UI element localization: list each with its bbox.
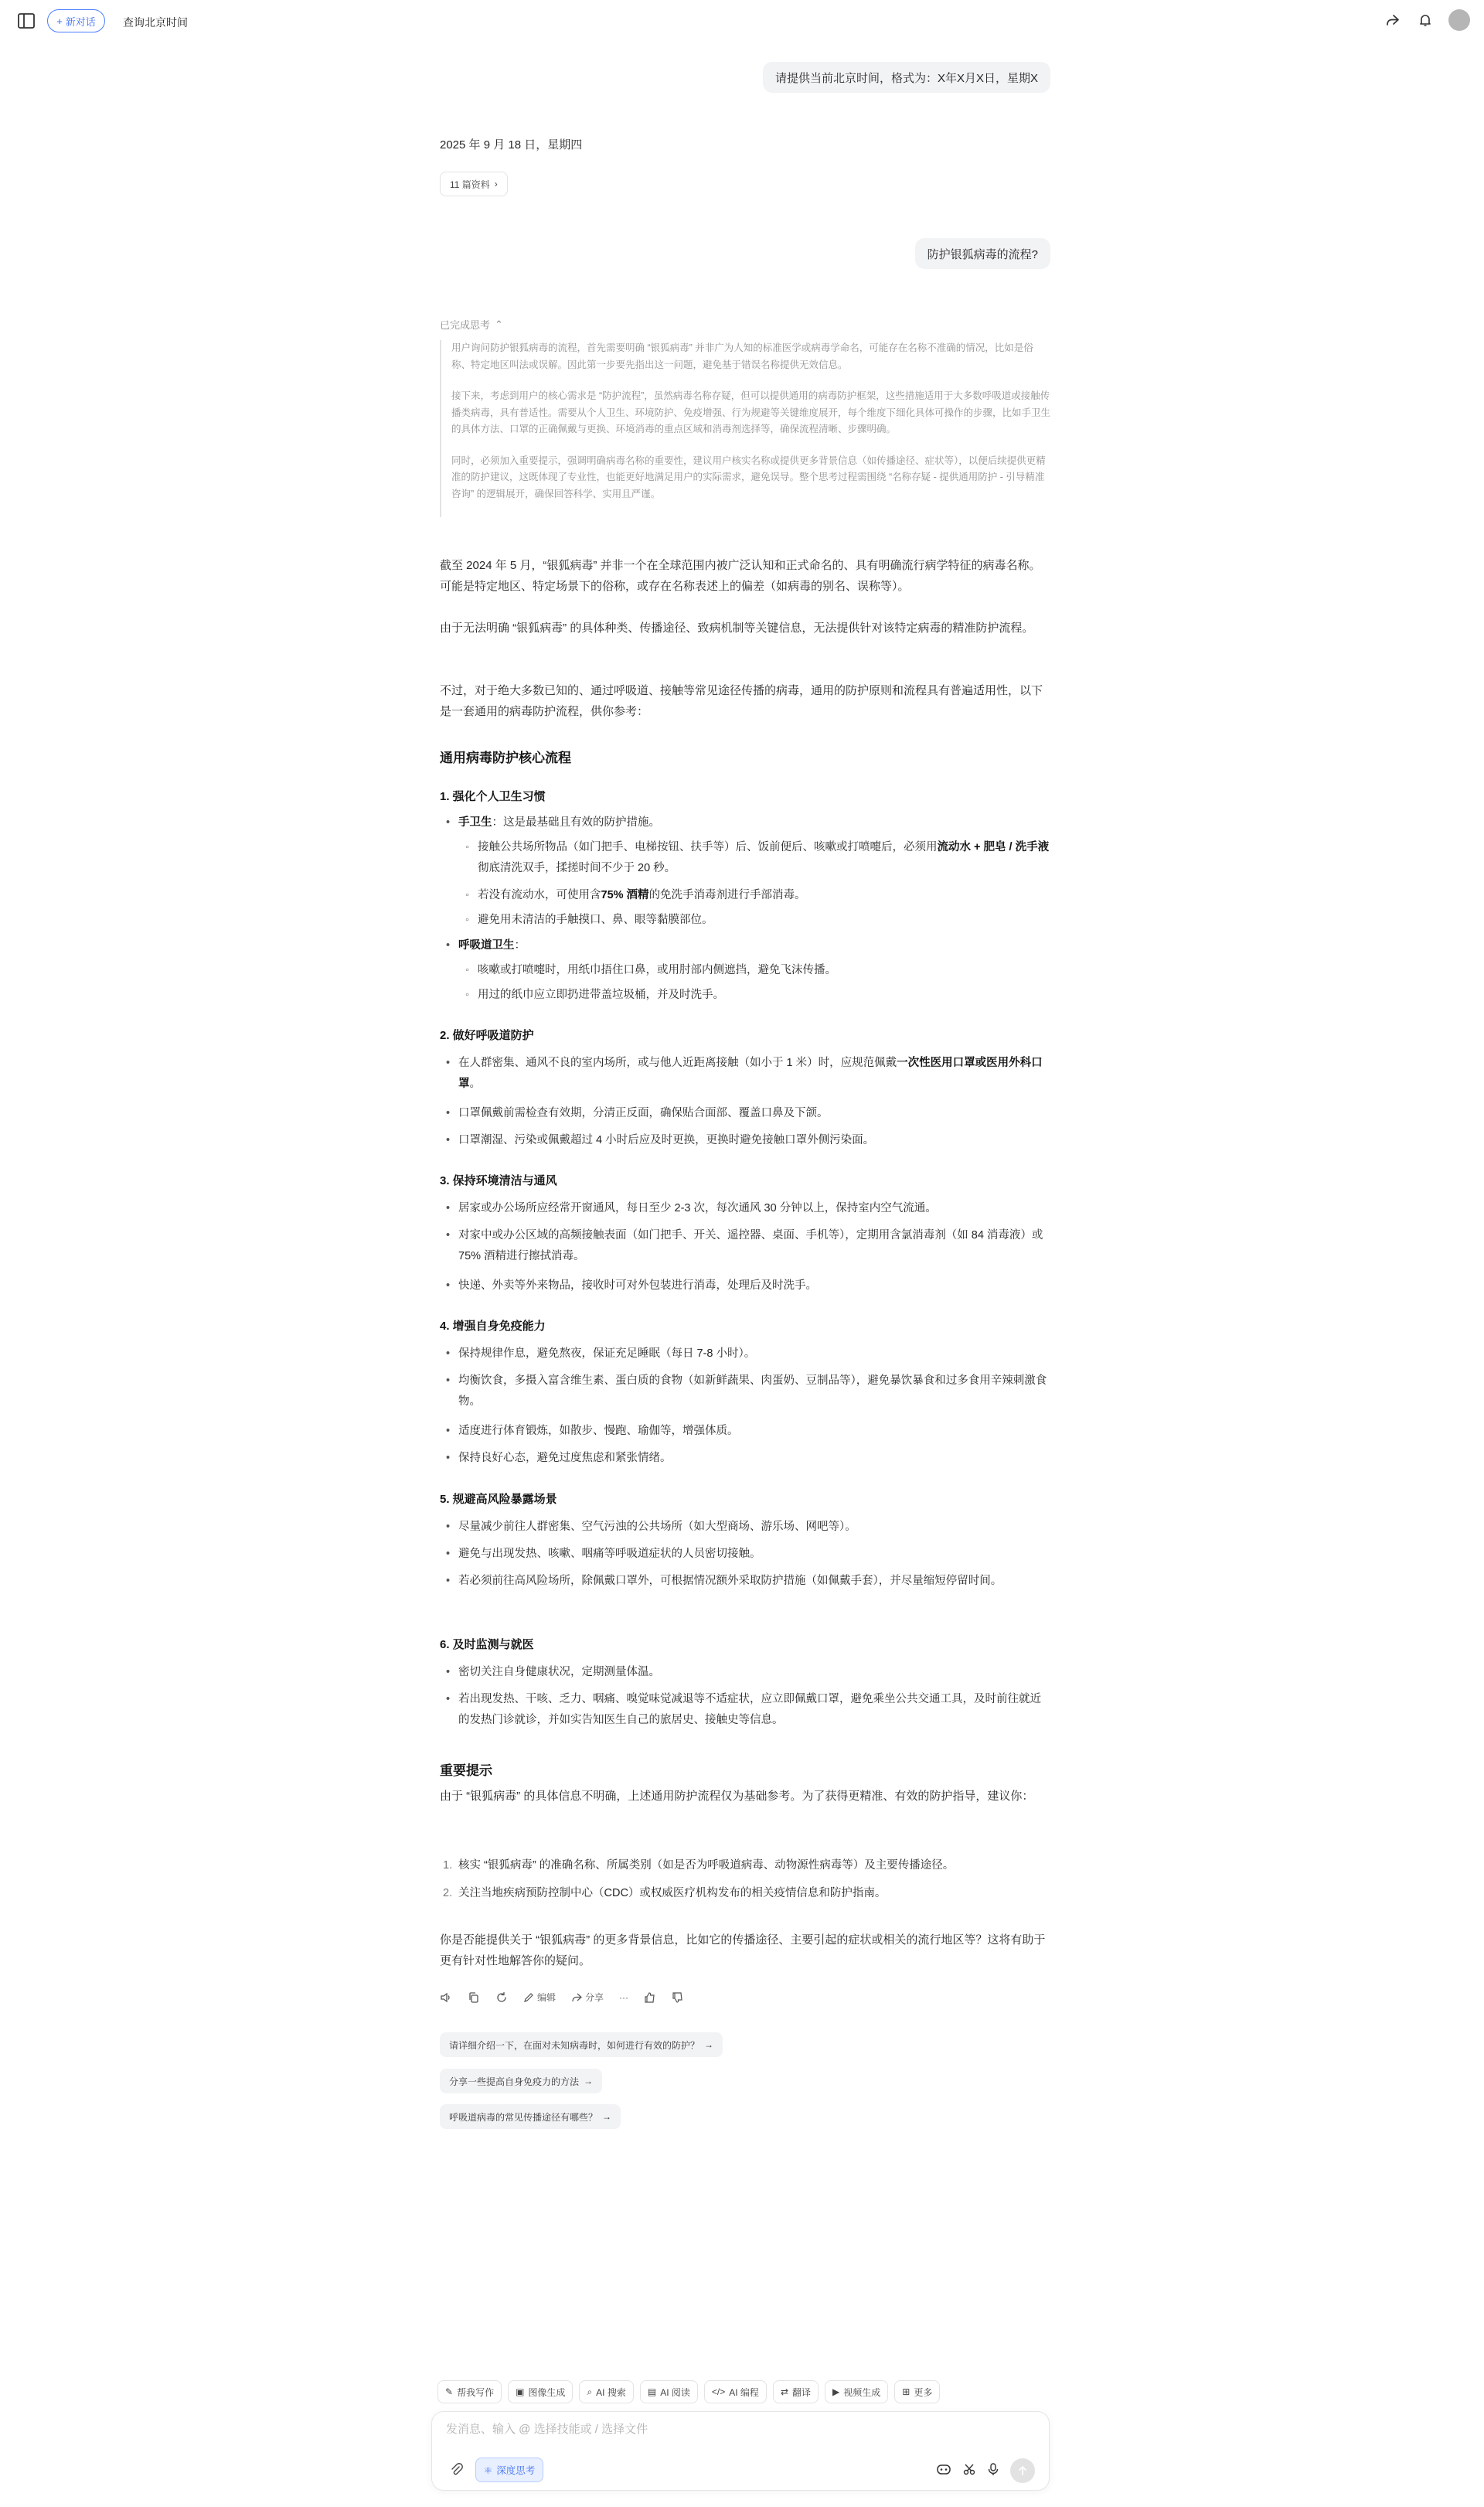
step-heading: 3. 保持环境清洁与通风	[440, 1174, 557, 1187]
edit-button[interactable]	[523, 1991, 556, 2004]
edit-label: 编辑	[537, 1992, 556, 2003]
phone-call-icon[interactable]	[936, 2462, 951, 2480]
suggestion-text: 呼吸道病毒的常见传播途径有哪些？	[449, 2111, 598, 2123]
message-composer	[431, 2411, 1050, 2491]
list-item-text: ：	[514, 939, 526, 952]
avatar[interactable]	[1448, 9, 1470, 31]
top-bar	[0, 0, 1484, 42]
share-small-icon	[571, 1992, 582, 2003]
skill-label: AI 阅读	[660, 2386, 690, 2398]
skill-bar	[437, 2380, 940, 2403]
closing-paragraph: 你是否能提供关于 “银狐病毒” 的更多背景信息，比如它的传播途径、主要引起的症状或相关的流行地区等？这将有助于更有针对性地解答你的疑问。	[440, 1933, 1046, 1967]
more-icon[interactable]: ···	[619, 1991, 629, 2003]
thumbs-up-icon[interactable]	[644, 1991, 656, 2004]
sub-list-item	[478, 837, 1050, 879]
plus-icon: +	[56, 15, 63, 27]
tip-paragraph: 由于 “银狐病毒” 的具体信息不明确，上述通用防护流程仅为基础参考。为了获得更精准、有效的防护指导，建议你：	[440, 1790, 1034, 1803]
conversation-title: 查询北京时间	[123, 16, 188, 29]
list-item: • 适度进行体育锻炼，如散步、慢跑、瑜伽等，增强体质。	[458, 1421, 1050, 1442]
skill-more[interactable]	[894, 2380, 940, 2403]
sub-list-item: ◦ 用过的纸巾应立即扔进带盖垃圾桶，并及时洗手。	[478, 985, 1050, 1006]
thinking-label: 已完成思考	[440, 319, 491, 331]
message-actions	[440, 1991, 684, 2004]
arrow-right-icon: →	[584, 2076, 594, 2086]
skill-label: 帮我写作	[457, 2386, 495, 2398]
video-icon: ▶	[832, 2386, 840, 2397]
chevron-right-icon: ›	[494, 179, 498, 189]
list-item-text: 彻底清洗双手，揉搓时间不少于 20 秒。	[478, 862, 676, 874]
translate-icon: ⇄	[780, 2386, 788, 2397]
arrow-right-icon: →	[704, 2039, 714, 2050]
bell-icon[interactable]	[1416, 11, 1435, 29]
document-icon: ▤	[647, 2386, 657, 2397]
skill-label: 视频生成	[843, 2386, 881, 2398]
sub-list-item: ◦ 咳嗽或打喷嚏时，用纸巾捂住口鼻，或用肘部内侧遮挡，避免飞沫传播。	[478, 960, 1050, 981]
send-button[interactable]	[1010, 2458, 1035, 2483]
arrow-right-icon: →	[602, 2111, 612, 2122]
section-heading: 重要提示	[440, 1763, 492, 1778]
thumbs-down-icon[interactable]	[672, 1991, 684, 2004]
list-item	[458, 935, 1050, 956]
intro-paragraph: 不过，对于绝大多数已知的、通过呼吸道、接触等常见途径传播的病毒，通用的防护原则和流程具有普遍适用性，以下是一套通用的病毒防护流程，供你参考：	[440, 684, 1043, 718]
step-heading: 2. 做好呼吸道防护	[440, 1029, 534, 1042]
new-chat-button[interactable]	[47, 9, 105, 32]
suggestion-chip[interactable]	[440, 2104, 621, 2129]
skill-label: 更多	[914, 2386, 933, 2398]
suggestion-chip[interactable]	[440, 2032, 723, 2057]
search-icon: ⌕	[587, 2386, 593, 2397]
list-item: • 口罩潮湿、污染或佩戴超过 4 小时后应及时更换，更换时避免接触口罩外侧污染面。	[458, 1130, 1050, 1151]
list-item: • 均衡饮食，多摄入富含维生素、蛋白质的食物（如新鲜蔬果、肉蛋奶、豆制品等），避免暴饮暴食和过多食用辛辣刺激食物。	[458, 1371, 1050, 1412]
regenerate-icon[interactable]	[495, 1991, 508, 2004]
suggestion-chip[interactable]	[440, 2069, 602, 2093]
numbered-item	[443, 1855, 1050, 1876]
skill-video[interactable]	[825, 2380, 888, 2403]
list-item-text: 关注当地疾病预防控制中心（CDC）或权威医疗机构发布的相关疫情信息和防护指南。	[458, 1887, 887, 1899]
skill-coding[interactable]	[704, 2380, 767, 2403]
scissors-icon[interactable]	[962, 2462, 976, 2480]
sub-list-item	[478, 885, 1050, 906]
bold-term: 手卫生	[458, 816, 492, 829]
skill-translate[interactable]	[773, 2380, 819, 2403]
skill-label: 图像生成	[528, 2386, 566, 2398]
intro-paragraph: 截至 2024 年 5 月，“银狐病毒” 并非一个在全球范围内被广泛认知和正式命名的、具有明确流行病学特征的病毒名称。可能是特定地区、特定场景下的俗称，或存在名称表述上的偏差（如病毒的别名、误称等）。	[440, 559, 1041, 593]
sources-label: 11 篇资料	[450, 179, 490, 190]
list-item-text: 若没有流动水，可使用含	[478, 889, 601, 901]
bold-term: 流动水 + 肥皂 / 洗手液	[937, 841, 1050, 853]
atom-icon: ⚛	[484, 2464, 493, 2476]
list-item: • 居家或办公场所应经常开窗通风，每日至少 2-3 次，每次通风 30 分钟以上，保持室内空气流通。	[458, 1198, 1050, 1219]
thinking-paragraph: 用户询问防护银狐病毒的流程，首先需要明确 “银狐病毒” 并非广为人知的标准医学或病毒学命名，可能存在名称不准确的情况，比如是俗称、特定地区叫法或误解。因此第一步要先指出这一问题，避免基于错误名称提供无效信息。	[451, 342, 1033, 370]
deep-think-label: 深度思考	[496, 2465, 536, 2476]
copy-icon[interactable]	[468, 1991, 480, 2004]
skill-writing[interactable]	[437, 2380, 502, 2403]
list-item: • 若出现发热、干咳、乏力、咽痛、嗅觉味觉减退等不适症状，应立即佩戴口罩，避免乘坐公共交通工具，及时前往就近的发热门诊就诊，并如实告知医生自己的旅居史、接触史等信息。	[458, 1689, 1050, 1731]
skill-search[interactable]	[579, 2380, 633, 2403]
skill-image[interactable]	[508, 2380, 573, 2403]
speaker-icon[interactable]	[440, 1991, 452, 2004]
list-item: • 快递、外卖等外来物品，接收时可对外包装进行消毒，处理后及时洗手。	[458, 1276, 1050, 1296]
item-number: 2.	[443, 1887, 453, 1899]
list-item-text: 核实 “银狐病毒” 的准确名称、所属类别（如是否为呼吸道病毒、动物源性病毒等）及主要传播途径。	[458, 1859, 955, 1872]
paperclip-icon[interactable]	[448, 2461, 466, 2479]
thinking-content	[440, 340, 1050, 517]
list-item	[458, 812, 1050, 833]
list-item: • 尽量减少前往人群密集、空气污浊的公共场所（如大型商场、游乐场、网吧等）。	[458, 1517, 1050, 1538]
list-item-text: 的免洗手消毒剂进行手部消毒。	[648, 889, 806, 901]
user-message-1: 请提供当前北京时间，格式为：X年X月X日，星期X	[763, 62, 1050, 93]
code-icon: </>	[711, 2386, 726, 2397]
list-item-text: 在人群密集、通风不良的室内场所，或与他人近距离接触（如小于 1 米）时，应规范佩戴	[458, 1057, 897, 1069]
share-button[interactable]	[571, 1991, 604, 2004]
step-heading: 5. 规避高风险暴露场景	[440, 1493, 557, 1506]
skill-label: AI 编程	[729, 2386, 759, 2398]
intro-paragraph: 由于无法明确 “银狐病毒” 的具体种类、传播途径、致病机制等关键信息，无法提供针对该特定病毒的精准防护流程。	[440, 622, 1034, 635]
user-message-2: 防护银狐病毒的流程?	[915, 238, 1050, 269]
microphone-icon[interactable]	[987, 2462, 999, 2480]
list-item-text: 接触公共场所物品（如门把手、电梯按钮、扶手等）后、饭前便后、咳嗽或打喷嚏后，必须用	[478, 841, 938, 853]
thinking-paragraph: 接下来，考虑到用户的核心需求是 “防护流程”，虽然病毒名称存疑，但可以提供通用的病毒防护框架，这些措施适用于大多数呼吸道或接触传播类病毒，具有普适性。需要从个人卫生、环境防护、免疫增强、行为规避等关键维度展开，每个维度下细化具体可操作的步骤，比如手卫生的具体方法、口罩的正确佩戴与更换、环境消毒的重点区域和消毒剂选择等，确保流程清晰、步骤明确。	[451, 390, 1051, 434]
bold-term: 呼吸道卫生	[458, 939, 515, 952]
new-chat-label: 新对话	[65, 15, 96, 28]
list-item: • 对家中或办公区域的高频接触表面（如门把手、开关、遥控器、桌面、手机等），定期用含氯消毒剂（如 84 消毒液）或 75% 酒精进行擦拭消毒。	[458, 1225, 1050, 1267]
list-item: • 口罩佩戴前需检查有效期，分清正反面，确保贴合面部、覆盖口鼻及下颌。	[458, 1103, 1050, 1124]
list-item-text: 。	[469, 1078, 481, 1090]
list-item: • 密切关注自身健康状况，定期测量体温。	[458, 1662, 1050, 1683]
item-number: 1.	[443, 1859, 453, 1872]
suggestion-text: 分享一些提高自身免疫力的方法	[449, 2076, 580, 2087]
arrow-up-icon	[1017, 2465, 1028, 2476]
step-heading: 6. 及时监测与就医	[440, 1638, 534, 1651]
bold-term: 一次性医用口罩或医用外科口罩	[458, 1057, 1043, 1090]
suggestion-text: 请详细介绍一下，在面对未知病毒时，如何进行有效的防护？	[449, 2039, 700, 2051]
list-item	[458, 1053, 1050, 1095]
chevron-up-icon: ⌃	[495, 318, 503, 330]
sub-list-item: ◦ 避免用未清洁的手触摸口、鼻、眼等黏膜部位。	[478, 910, 1050, 931]
numbered-item	[443, 1883, 1050, 1904]
edit-icon	[523, 1992, 534, 2003]
share-label: 分享	[585, 1992, 604, 2003]
assistant-answer-date: 2025 年 9 月 18 日，星期四	[440, 138, 583, 152]
message-input[interactable]	[446, 2423, 1033, 2436]
share-icon[interactable]	[1384, 11, 1402, 29]
thinking-toggle[interactable]	[440, 317, 503, 332]
list-item: • 保持规律作息，避免熬夜，保证充足睡眠（每日 7-8 小时）。	[458, 1344, 1050, 1364]
thinking-paragraph: 同时，必须加入重要提示，强调明确病毒名称的重要性，建议用户核实名称或提供更多背景信息（如传播途径、症状等），以便后续提供更精准的防护建议，这既体现了专业性，也能更好地满足用户的实际需求，避免误导。整个思考过程需围绕 “名称存疑 - 提供通用防护 - 引导精准咨询” 的逻辑展开，确保回答科学、实用且严谨。	[451, 455, 1046, 499]
step-heading: 4. 增强自身免疫能力	[440, 1320, 546, 1333]
deep-think-toggle[interactable]	[475, 2458, 543, 2482]
sources-chip[interactable]	[440, 172, 508, 196]
section-heading: 通用病毒防护核心流程	[440, 751, 571, 765]
list-item: • 保持良好心态，避免过度焦虑和紧张情绪。	[458, 1448, 1050, 1469]
skill-label: 翻译	[792, 2386, 812, 2398]
image-icon: ▣	[516, 2386, 525, 2397]
skill-reading[interactable]	[640, 2380, 698, 2403]
pen-icon: ✎	[445, 2386, 454, 2397]
sidebar-toggle-icon[interactable]	[17, 12, 36, 29]
list-item: • 若必须前往高风险场所，除佩戴口罩外，可根据情况额外采取防护措施（如佩戴手套），并尽量缩短停留时间。	[458, 1571, 1050, 1592]
skill-label: AI 搜索	[596, 2386, 626, 2398]
step-heading: 1. 强化个人卫生习惯	[440, 790, 546, 803]
list-item: • 避免与出现发热、咳嗽、咽痛等呼吸道症状的人员密切接触。	[458, 1544, 1050, 1565]
bold-term: 75% 酒精	[601, 889, 649, 901]
grid-icon: ⊞	[902, 2386, 910, 2397]
list-item-text: ：这是最基础且有效的防护措施。	[492, 816, 660, 829]
